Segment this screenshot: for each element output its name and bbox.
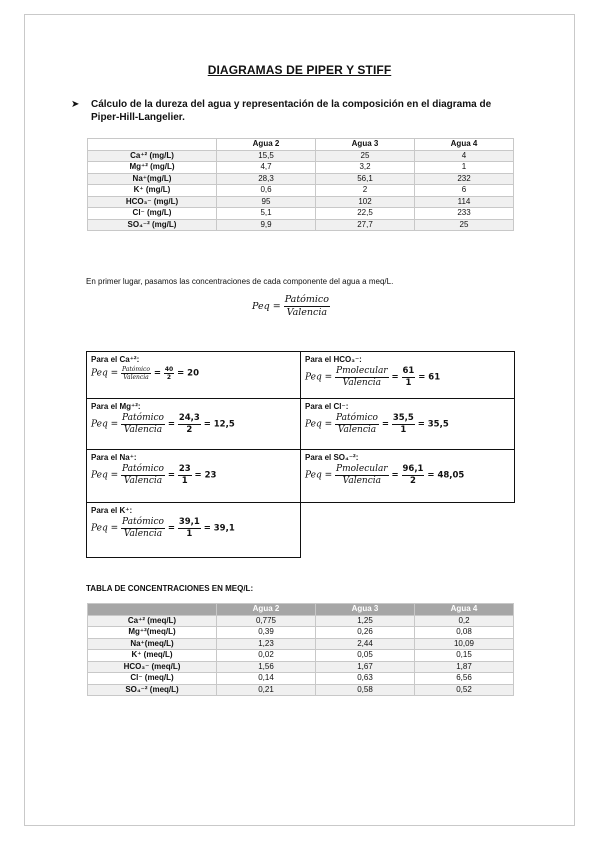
row-label: K⁺ (mg/L) xyxy=(88,185,217,197)
formula-numerator: Patómico xyxy=(122,464,164,474)
formula-fraction-values xyxy=(392,413,415,436)
formula-lhs: Peq = xyxy=(91,470,119,481)
table-header-row xyxy=(88,604,514,616)
table-row xyxy=(88,638,514,650)
formula-numerator: Pmolecular xyxy=(336,464,388,474)
row-label: Na⁺(meq/L) xyxy=(88,638,217,650)
table-header-cell: Agua 2 xyxy=(217,604,316,616)
table-cell: 1 xyxy=(415,162,514,174)
row-label: Ca⁺² (mg/L) xyxy=(88,150,217,162)
calc-formula xyxy=(305,464,510,487)
row-label: Ca⁺² (meq/L) xyxy=(88,615,217,627)
table-cell: 5,1 xyxy=(217,208,316,220)
table-row xyxy=(88,684,514,696)
formula-denominator: Valencia xyxy=(123,529,163,539)
calc-box-heading: Para el Mg⁺²: xyxy=(91,402,141,411)
formula-result: = 48,05 xyxy=(427,470,465,481)
calc-formula xyxy=(91,366,296,381)
formula-fraction xyxy=(335,464,389,487)
mg-concentration-table xyxy=(87,138,514,231)
table-header-cell xyxy=(88,604,217,616)
calc-formula xyxy=(305,366,510,389)
table-cell: 2,44 xyxy=(316,638,415,650)
calc-box-mg xyxy=(86,398,301,450)
table-row xyxy=(88,173,514,185)
table-cell: 22,5 xyxy=(316,208,415,220)
table-header-cell: Agua 4 xyxy=(415,139,514,151)
formula-value-denominator: 1 xyxy=(405,378,412,388)
formula-numerator: Pmolecular xyxy=(336,366,388,376)
formula-fraction-values xyxy=(402,366,416,389)
table-cell: 95 xyxy=(217,196,316,208)
formula-result: = 35,5 xyxy=(417,419,449,430)
calc-formula xyxy=(91,517,296,540)
formula-lhs: Peq = xyxy=(91,419,119,430)
formula-fraction-values xyxy=(402,464,425,487)
table-cell: 1,56 xyxy=(217,661,316,673)
table-cell: 0,52 xyxy=(415,684,514,696)
table-cell: 114 xyxy=(415,196,514,208)
table-cell: 10,09 xyxy=(415,638,514,650)
calc-formula xyxy=(91,413,296,436)
formula-fraction-values xyxy=(178,464,192,487)
calc-box-hco3 xyxy=(300,351,515,399)
calc-box-heading: Para el K⁺: xyxy=(91,506,133,515)
calc-box-k xyxy=(86,502,301,558)
bullet-item xyxy=(71,98,521,124)
row-label: Cl⁻ (meq/L) xyxy=(88,673,217,685)
table-cell: 0,21 xyxy=(217,684,316,696)
formula-fraction xyxy=(121,413,165,436)
formula-result: = 12,5 xyxy=(203,419,235,430)
table-cell: 0,63 xyxy=(316,673,415,685)
calc-box-ca xyxy=(86,351,301,399)
formula-value-denominator: 2 xyxy=(166,374,172,381)
table-cell: 0,14 xyxy=(217,673,316,685)
table-cell: 2 xyxy=(316,185,415,197)
calc-box-cl xyxy=(300,398,515,450)
row-label: HCO₃⁻ (meq/L) xyxy=(88,661,217,673)
calc-box-heading: Para el Cl⁻: xyxy=(305,402,349,411)
calc-box-heading: Para el SO₄⁻²: xyxy=(305,453,359,462)
table-cell: 1,67 xyxy=(316,661,415,673)
table-cell: 4,7 xyxy=(217,162,316,174)
calc-formula xyxy=(91,464,296,487)
table-cell: 0,05 xyxy=(316,650,415,662)
formula-denominator: Valencia xyxy=(342,378,381,388)
formula-fraction-values xyxy=(164,366,174,381)
arrow-bullet-icon: ➤ xyxy=(71,99,80,110)
table-cell: 56,1 xyxy=(316,173,415,185)
formula-numerator: Patómico xyxy=(336,413,378,423)
formula-result: = 20 xyxy=(177,368,199,379)
table-cell: 28,3 xyxy=(217,173,316,185)
table-row xyxy=(88,673,514,685)
table-cell: 3,2 xyxy=(316,162,415,174)
formula-fraction xyxy=(284,294,330,319)
table-cell: 0,58 xyxy=(316,684,415,696)
table-row xyxy=(88,650,514,662)
table-row xyxy=(88,208,514,220)
table-cell: 27,7 xyxy=(316,219,415,231)
formula-fraction xyxy=(121,464,165,487)
formula-equals: = xyxy=(391,470,399,481)
row-label: Mg⁺² (mg/L) xyxy=(88,162,217,174)
calc-box-so4 xyxy=(300,449,515,503)
calc-box-heading: Para el Na⁺: xyxy=(91,453,137,462)
formula-fraction xyxy=(121,366,151,381)
formula-value-numerator: 61 xyxy=(402,366,415,376)
formula-lhs: Peq = xyxy=(252,301,281,312)
formula-denominator: Valencia xyxy=(123,374,149,381)
table-row xyxy=(88,661,514,673)
table-cell: 0,08 xyxy=(415,627,514,639)
formula-equals: = xyxy=(153,368,161,379)
calc-formula xyxy=(305,413,510,436)
table-cell: 1,25 xyxy=(316,615,415,627)
table-cell: 0,39 xyxy=(217,627,316,639)
table-cell: 0,775 xyxy=(217,615,316,627)
formula-fraction-values xyxy=(178,413,201,436)
formula-denominator: Valencia xyxy=(342,476,381,486)
meq-table-title: TABLA DE CONCENTRACIONES EN MEQ/L: xyxy=(86,584,254,593)
formula-lhs: Peq = xyxy=(91,368,119,379)
table-cell: 232 xyxy=(415,173,514,185)
table-cell: 0,15 xyxy=(415,650,514,662)
table-header-cell: Agua 3 xyxy=(316,604,415,616)
table-row xyxy=(88,615,514,627)
formula-value-denominator: 1 xyxy=(186,529,193,539)
table-cell: 0,26 xyxy=(316,627,415,639)
bullet-text: Cálculo de la dureza del agua y representación de la composición en el diagrama de Piper-Hill-Langelier. xyxy=(91,99,492,123)
formula-numerator: Patómico xyxy=(284,294,329,305)
row-label: SO₄⁻² (mg/L) xyxy=(88,219,217,231)
row-label: Cl⁻ (mg/L) xyxy=(88,208,217,220)
formula-denominator: Valencia xyxy=(286,307,328,318)
table-cell: 0,6 xyxy=(217,185,316,197)
formula-value-numerator: 35,5 xyxy=(392,413,414,423)
formula-value-numerator: 39,1 xyxy=(178,517,200,527)
formula-value-numerator: 24,3 xyxy=(178,413,200,423)
table-header-cell: Agua 3 xyxy=(316,139,415,151)
table-cell: 6 xyxy=(415,185,514,197)
table-header-cell: Agua 2 xyxy=(217,139,316,151)
table-cell: 1,23 xyxy=(217,638,316,650)
meq-concentration-table xyxy=(87,603,514,696)
formula-fraction xyxy=(335,413,379,436)
formula-lhs: Peq = xyxy=(91,523,119,534)
row-label: Na⁺(mg/L) xyxy=(88,173,217,185)
calc-box-na xyxy=(86,449,301,503)
formula-numerator: Patómico xyxy=(122,366,150,373)
formula-value-numerator: 23 xyxy=(178,464,191,474)
formula-value-numerator: 96,1 xyxy=(402,464,424,474)
table-cell: 1,87 xyxy=(415,661,514,673)
formula-numerator: Patómico xyxy=(122,517,164,527)
table-cell: 25 xyxy=(316,150,415,162)
table-header-cell: Agua 4 xyxy=(415,604,514,616)
formula-denominator: Valencia xyxy=(123,425,163,435)
table-cell: 0,2 xyxy=(415,615,514,627)
table-cell: 9,9 xyxy=(217,219,316,231)
formula-lhs: Peq = xyxy=(305,372,333,383)
table-cell: 15,5 xyxy=(217,150,316,162)
table-cell: 6,56 xyxy=(415,673,514,685)
formula-equals: = xyxy=(167,470,175,481)
formula-equals: = xyxy=(167,419,175,430)
table-row xyxy=(88,185,514,197)
formula-value-denominator: 1 xyxy=(181,476,188,486)
formula-value-denominator: 2 xyxy=(410,476,416,486)
intro-paragraph: En primer lugar, pasamos las concentraciones de cada componente del agua a meq/L. xyxy=(86,277,394,286)
table-row xyxy=(88,150,514,162)
formula-equals: = xyxy=(167,523,175,534)
formula-numerator: Patómico xyxy=(122,413,164,423)
formula-denominator: Valencia xyxy=(123,476,163,486)
formula-lhs: Peq = xyxy=(305,419,333,430)
table-row xyxy=(88,196,514,208)
table-header-cell xyxy=(88,139,217,151)
calc-box-heading: Para el Ca⁺²: xyxy=(91,355,140,364)
formula-equals: = xyxy=(381,419,389,430)
table-cell: 0,02 xyxy=(217,650,316,662)
table-cell: 25 xyxy=(415,219,514,231)
table-cell: 233 xyxy=(415,208,514,220)
formula-result: = 39,1 xyxy=(203,523,235,534)
formula-denominator: Valencia xyxy=(337,425,377,435)
formula-lhs: Peq = xyxy=(305,470,333,481)
formula-value-numerator: 40 xyxy=(164,366,174,373)
formula-value-denominator: 1 xyxy=(400,425,407,435)
calc-box-heading: Para el HCO₃⁻: xyxy=(305,355,362,364)
table-cell: 4 xyxy=(415,150,514,162)
formula-fraction xyxy=(335,366,389,389)
formula-fraction xyxy=(121,517,165,540)
row-label: K⁺ (meq/L) xyxy=(88,650,217,662)
formula-value-denominator: 2 xyxy=(186,425,193,435)
formula-result: = 61 xyxy=(418,372,441,383)
formula-result: = 23 xyxy=(194,470,217,481)
table-header-row xyxy=(88,139,514,151)
formula-equals: = xyxy=(391,372,399,383)
page-title: DIAGRAMAS DE PIPER Y STIFF xyxy=(207,63,392,77)
table-row xyxy=(88,162,514,174)
table-row xyxy=(88,627,514,639)
formula-fraction-values xyxy=(178,517,201,540)
table-cell: 102 xyxy=(316,196,415,208)
row-label: SO₄⁻² (meq/L) xyxy=(88,684,217,696)
row-label: Mg⁺²(meq/L) xyxy=(88,627,217,639)
table-row xyxy=(88,219,514,231)
row-label: HCO₃⁻ (mg/L) xyxy=(88,196,217,208)
peq-formula xyxy=(252,294,330,319)
